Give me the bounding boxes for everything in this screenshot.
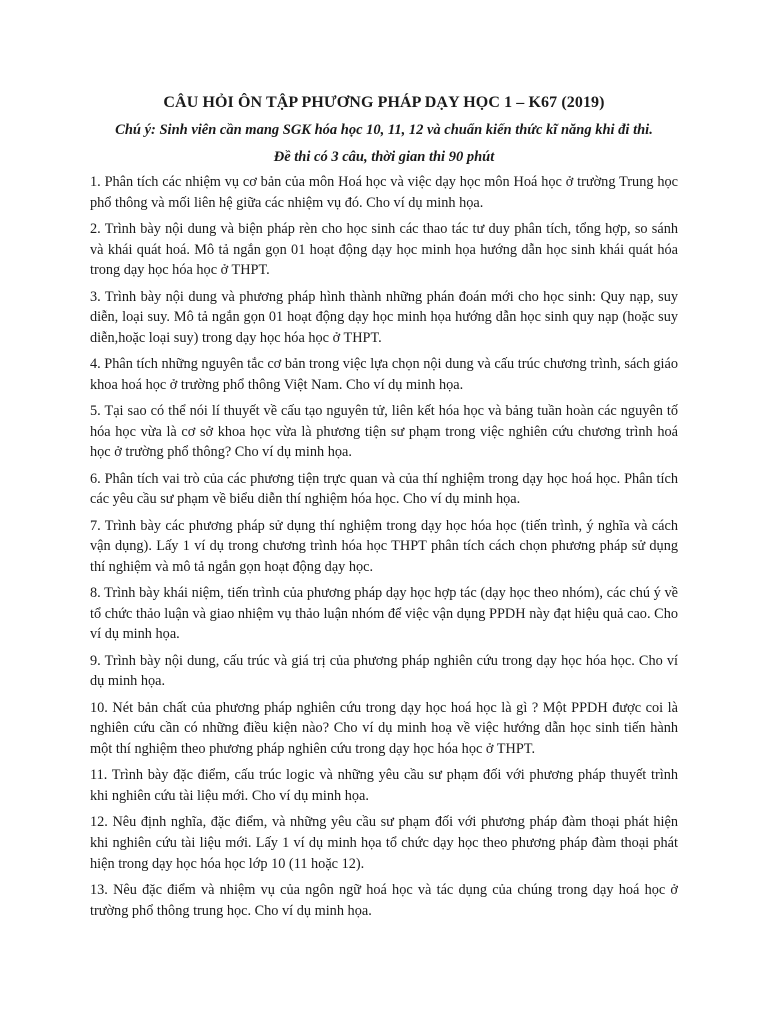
document-title: CÂU HỎI ÔN TẬP PHƯƠNG PHÁP DẠY HỌC 1 – K67 (2019)	[163, 94, 605, 111]
question-item: 9. Trình bày nội dung, cấu trúc và giá trị của phương pháp nghiên cứu trong dạy học hóa học. Cho ví dụ minh họa.	[90, 652, 678, 690]
question-item: 1. Phân tích các nhiệm vụ cơ bản của môn Hoá học và việc dạy học môn Hoá học ở trường Trung học phổ thông và mối liên hệ giữa các nhiệm vụ đó. Cho ví dụ minh họa.	[90, 174, 678, 211]
question-item: 4. Phân tích những nguyên tắc cơ bản trong việc lựa chọn nội dung và cấu trúc chương trình, sách giáo khoa hoá học ở trường phổ thông Việt Nam. Cho ví dụ minh họa.	[90, 356, 678, 393]
question-item: 8. Trình bày khái niệm, tiến trình của phương pháp dạy học hợp tác (dạy học theo nhóm), các chú ý về tổ chức thảo luận và giao nhiệm vụ thảo luận nhóm để việc vận dụng PPDH này đạt hiệu quả cao. Cho ví dụ minh họa.	[90, 585, 678, 643]
question-item: 12. Nêu định nghĩa, đặc điểm, và những yêu cầu sư phạm đối với phương pháp đàm thoại phát hiện khi nghiên cứu tài liệu mới. Lấy 1 ví dụ minh họa tổ chức dạy học theo phương pháp đàm thoại phát hiện trong dạy học hóa học lớp 10 (11 hoặc 12).	[90, 814, 678, 872]
exam-info: Đề thi có 3 câu, thời gian thi 90 phút	[273, 149, 495, 165]
question-item: 10. Nét bản chất của phương pháp nghiên cứu trong dạy học hoá học là gì ? Một PPDH được coi là nghiên cứu cần có những điều kiện nào? Cho ví dụ minh hoạ về việc hướng dẫn học sinh tiến hành một thí nghiệm theo phương pháp nghiên cứu trong dạy học hóa học ở THPT.	[90, 699, 678, 758]
question-item: 5. Tại sao có thể nói lí thuyết về cấu tạo nguyên tử, liên kết hóa học và bảng tuần hoàn các nguyên tố hóa học vừa là cơ sở khoa học vừa là phương tiện sư phạm trong việc nghiên cứu chương trình hoá học ở trường phổ thông? Cho ví dụ minh họa.	[90, 403, 678, 461]
question-item: 11. Trình bày đặc điểm, cấu trúc logic và những yêu cầu sư phạm đối với phương pháp thuyết trình khi nghiên cứu tài liệu mới. Cho ví dụ minh họa.	[90, 767, 678, 804]
question-list	[90, 172, 678, 927]
question-item: 13. Nêu đặc điểm và nhiệm vụ của ngôn ngữ hoá học và tác dụng của chúng trong dạy hoá học ở trường phổ thông trung học. Cho ví dụ minh họa.	[90, 881, 678, 919]
question-item: 7. Trình bày các phương pháp sử dụng thí nghiệm trong dạy học hóa học (tiến trình, ý nghĩa và cách vận dụng). Lấy 1 ví dụ trong chương trình hóa học THPT phân tích cách chọn phương pháp sử dụng thí nghiệm và mô tả ngắn gọn hoạt động dạy học.	[90, 517, 678, 575]
question-item: 6. Phân tích vai trò của các phương tiện trực quan và của thí nghiệm trong dạy học hoá học. Phân tích các yêu cầu sư phạm về biểu diễn thí nghiệm hóa học. Cho ví dụ minh họa.	[90, 470, 678, 508]
question-item: 2. Trình bày nội dung và biện pháp rèn cho học sinh các thao tác tư duy phân tích, tổng hợp, so sánh và khái quát hoá. Mô tả ngắn gọn 01 hoạt động dạy học minh họa hướng dẫn học sinh khái quát hóa trong dạy học hóa học ở THPT.	[90, 220, 678, 279]
exam-note: Chú ý: Sinh viên cần mang SGK hóa học 10, 11, 12 và chuẩn kiến thức kĩ năng khi đi thi.	[115, 122, 653, 138]
question-item: 3. Trình bày nội dung và phương pháp hình thành những phán đoán mới cho học sinh: Quy nạp, suy diễn, loại suy. Mô tả ngắn gọn 01 hoạt động dạy học minh họa hướng dẫn học sinh quy nạp (hoặc suy diễn,hoặc loại suy) trong dạy học hóa học ở THPT.	[90, 288, 678, 346]
